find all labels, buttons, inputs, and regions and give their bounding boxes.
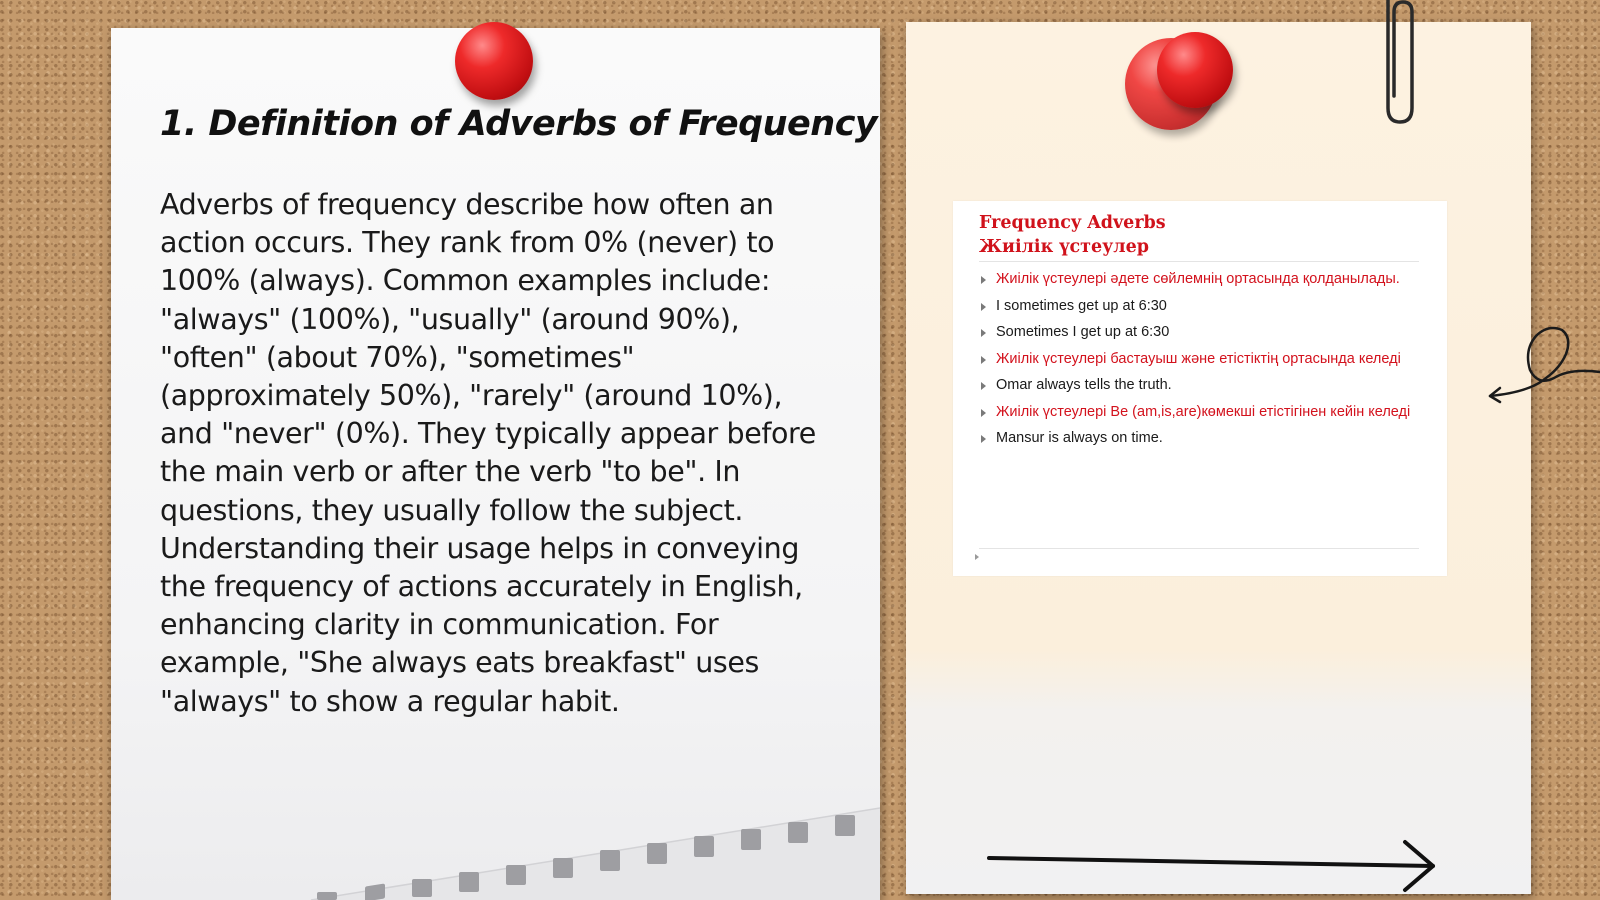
paperclip-icon <box>1370 0 1430 125</box>
triangle-bullet-icon <box>981 329 986 337</box>
triangle-bullet-icon <box>981 276 986 284</box>
list-item-text: Жиілік үстеулері Be (am,is,are)көмекші етістігінен кейін келеді <box>996 403 1411 420</box>
slide-divider <box>979 261 1419 262</box>
slide-card <box>953 201 1447 576</box>
list-item <box>981 428 1431 450</box>
list-item-text: Жиілік үстеулері бастауыш және етістіктің ортасында келеді <box>996 350 1401 367</box>
loop-arrow-doodle <box>1480 310 1600 410</box>
triangle-bullet-icon <box>981 382 986 390</box>
triangle-bullet-icon <box>981 303 986 311</box>
arrow-right-icon <box>985 836 1450 896</box>
list-item <box>981 402 1431 424</box>
list-item-text: Sometimes I get up at 6:30 <box>996 324 1170 340</box>
note-body-text: Adverbs of frequency describe how often an action occurs. They rank from 0% (never) to 100% (always). Common examples include: "always" (100%), "usually" (around 90%), "often" (about 70%), "sometimes" (approximately 50%), "rarely" (around 10%), and "never" (0%). They typically appear before the main verb or after the verb "to be". In questions, they usually follow the subject. Understanding their usage helps in conveying the frequency of actions accurately in English, enhancing clarity in communication. For example, "She always eats breakfast" uses "always" to show a regular habit. <box>160 188 816 718</box>
torn-notebook-edge <box>111 780 880 900</box>
list-item <box>981 269 1431 291</box>
note-title: 1. Definition of Adverbs of Frequency <box>160 104 878 144</box>
empty-bullet-icon <box>975 554 979 560</box>
slide-title-kazakh: Жиілік үстеулер <box>979 237 1150 257</box>
bullet-list <box>981 269 1431 455</box>
list-item <box>981 375 1431 397</box>
slide-divider <box>979 548 1419 549</box>
triangle-bullet-icon <box>981 409 986 417</box>
triangle-bullet-icon <box>981 356 986 364</box>
triangle-bullet-icon <box>981 435 986 443</box>
slide-title <box>979 211 1166 259</box>
list-item-text: I sometimes get up at 6:30 <box>996 297 1167 314</box>
list-item-text: Mansur is always on time. <box>996 430 1163 446</box>
list-item <box>981 349 1431 371</box>
slide-title-english: Frequency Adverbs <box>979 213 1166 233</box>
left-note-paper <box>111 28 880 900</box>
list-item-text: Жиілік үстеулері әдете сөйлемнің ортасында қолданылады. <box>996 271 1400 287</box>
list-item <box>981 322 1431 344</box>
pushpin-icon <box>1157 32 1233 108</box>
list-item <box>981 296 1431 318</box>
list-item-text: Omar always tells the truth. <box>996 377 1172 393</box>
pushpin-icon <box>455 22 533 100</box>
